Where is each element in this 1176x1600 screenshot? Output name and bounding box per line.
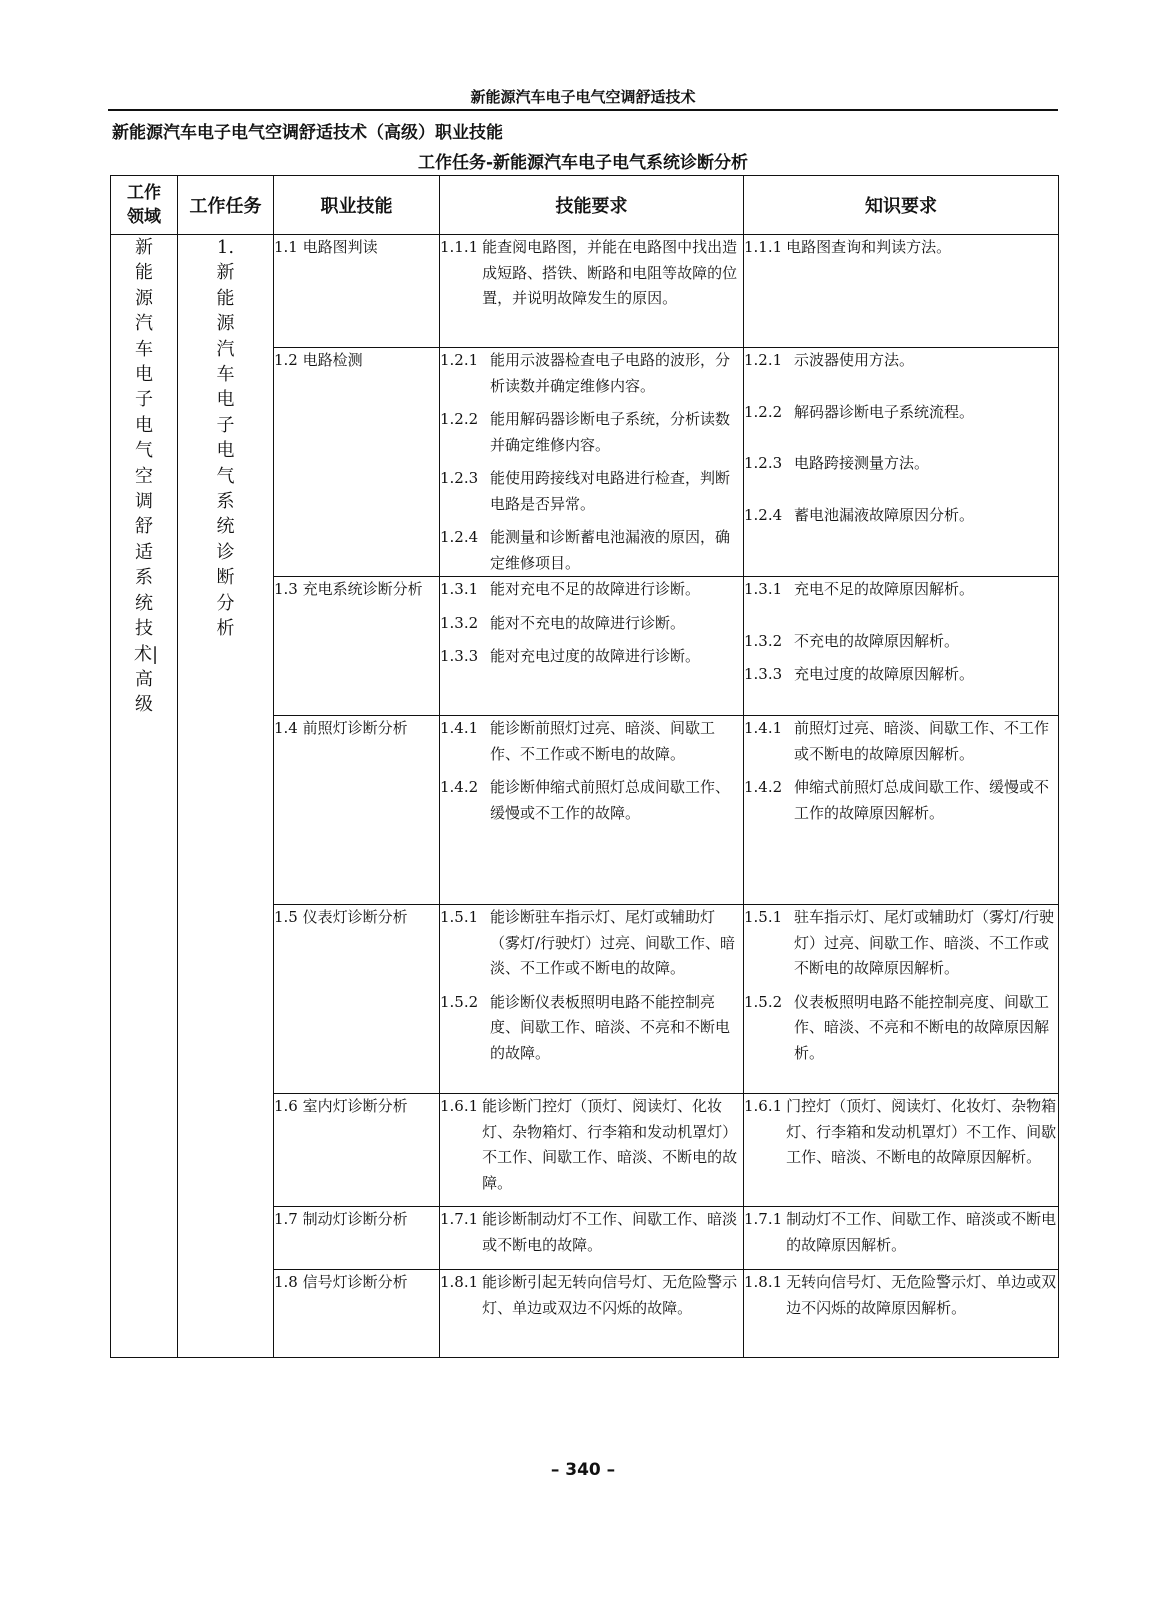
knowledge-requirements-cell [744,235,1059,348]
skill-requirement-text: 能查阅电路图，并能在电路图中找出造成短路、搭铁、断路和电阻等故障的位置，并说明故障发生的原因。 [482,238,738,307]
item-spacer [440,767,743,775]
knowledge-requirement-text: 仪表板照明电路不能控制亮度、间歇工作、暗淡、不亮和不断电的故障原因解析。 [794,992,1050,1062]
knowledge-requirement-item [744,1094,1058,1171]
item-spacer [440,636,743,644]
knowledge-requirements-cell [744,1094,1059,1207]
knowledge-requirement-text: 前照灯过亮、暗淡、间歇工作、不工作或不断电的故障原因解析。 [794,719,1050,763]
item-spacer [744,603,1058,629]
knowledge-requirement-number: 1.4.2 [744,778,783,796]
skill-requirements-cell [440,235,744,348]
skill-requirement-item [440,348,743,399]
skill-requirements-cell [440,577,744,716]
skill-requirement-item [440,644,743,670]
skill-requirement-text: 能诊断驻车指示灯、尾灯或辅助灯（雾灯/行驶灯）过亮、间歇工作、暗淡、不工作或不断电的故障。 [490,908,736,977]
knowledge-requirement-text: 制动灯不工作、间歇工作、暗淡或不断电的故障原因解析。 [786,1210,1057,1254]
knowledge-requirement-text: 无转向信号灯、无危险警示灯、单边或双边不闪烁的故障原因解析。 [786,1273,1057,1317]
header-knowledge-requirements: 知识要求 [744,176,1059,235]
item-spacer [440,603,743,611]
skill-name: 1.3 充电系统诊断分析 [274,580,423,598]
skill-requirement-item [440,577,743,603]
skill-requirement-number: 1.3.3 [440,647,479,665]
skill-cell [274,1207,440,1270]
skill-name: 1.4 前照灯诊断分析 [274,719,408,737]
skill-requirement-item [440,1270,743,1321]
knowledge-requirement-number: 1.4.1 [744,719,783,737]
knowledge-requirement-number: 1.2.3 [744,454,783,472]
skill-requirement-number: 1.2.1 [440,351,479,369]
knowledge-requirement-text: 门控灯（顶灯、阅读灯、化妆灯、杂物箱灯、行李箱和发动机罩灯）不工作、间歇工作、暗淡、不断电的故障原因解析。 [786,1097,1057,1166]
skill-requirement-text: 能诊断伸缩式前照灯总成间歇工作、缓慢或不工作的故障。 [490,778,731,822]
work-field-cell [111,235,178,1358]
knowledge-requirement-item [744,400,1058,426]
skill-requirement-number: 1.2.3 [440,469,479,487]
knowledge-requirement-item [744,775,1058,826]
skill-requirement-number: 1.2.2 [440,410,479,428]
knowledge-requirement-item [744,1270,1058,1321]
page-number: – 340 – [550,1460,616,1480]
work-task-cell [178,235,274,1358]
knowledge-requirement-text: 不充电的故障原因解析。 [794,631,960,650]
knowledge-requirement-item [744,990,1058,1067]
skill-requirement-number: 1.5.2 [440,992,479,1011]
skill-name: 1.7 制动灯诊断分析 [274,1210,408,1228]
skill-requirement-number: 1.6.1 [440,1097,479,1115]
skill-cell [274,905,440,1094]
skill-name: 1.8 信号灯诊断分析 [274,1273,408,1291]
item-spacer [440,399,743,407]
knowledge-requirement-text: 解码器诊断电子系统流程。 [794,402,975,421]
skill-name: 1.6 室内灯诊断分析 [274,1097,408,1115]
knowledge-requirement-item [744,905,1058,982]
knowledge-requirement-number: 1.3.3 [744,665,783,683]
skill-requirements-cell [440,1094,744,1207]
table-body [111,235,1059,1358]
knowledge-requirements-cell [744,348,1059,577]
skill-cell [274,1094,440,1207]
knowledge-requirements-cell [744,1207,1059,1270]
skill-requirement-item [440,611,743,637]
item-spacer [744,425,1058,451]
skill-requirement-number: 1.4.2 [440,778,479,796]
knowledge-requirement-number: 1.2.1 [744,351,783,369]
knowledge-requirements-cell [744,577,1059,716]
skill-requirement-text: 能用解码器诊断电子系统，分析读数并确定维修内容。 [490,410,731,454]
knowledge-requirement-item [744,577,1058,603]
knowledge-requirement-item [744,451,1058,477]
item-spacer [744,477,1058,503]
item-spacer [440,458,743,466]
skill-cell [274,1270,440,1358]
skill-requirement-text: 能测量和诊断蓄电池漏液的原因，确定维修项目。 [490,528,731,572]
skill-requirement-text: 能对充电不足的故障进行诊断。 [490,580,701,598]
skill-requirements-cell [440,716,744,905]
knowledge-requirement-text: 充电过度的故障原因解析。 [794,665,975,683]
knowledge-requirement-number: 1.6.1 [744,1097,783,1115]
knowledge-requirements-cell [744,905,1059,1094]
item-spacer [440,982,743,990]
skill-name: 1.5 仪表灯诊断分析 [274,908,408,926]
knowledge-requirement-item [744,348,1058,374]
skill-requirement-item [440,1207,743,1258]
skill-requirement-number: 1.5.1 [440,908,479,926]
skill-requirement-text: 能诊断引起无转向信号灯、无危险警示灯、单边或双边不闪烁的故障。 [482,1273,738,1317]
table-row [111,235,1059,348]
skill-requirement-item [440,466,743,517]
work-task-text: 1.新能源汽车电子电气系统诊断分析 [216,237,235,640]
skill-requirement-number: 1.7.1 [440,1210,479,1228]
knowledge-requirement-number: 1.3.2 [744,631,783,650]
knowledge-requirement-number: 1.5.1 [744,908,783,926]
knowledge-requirement-number: 1.3.1 [744,580,783,598]
knowledge-requirement-text: 伸缩式前照灯总成间歇工作、缓慢或不工作的故障原因解析。 [794,778,1050,822]
knowledge-requirement-item [744,235,1058,261]
skill-requirement-item [440,990,743,1067]
knowledge-requirement-item [744,1207,1058,1258]
skill-cell [274,577,440,716]
skill-requirement-number: 1.3.2 [440,613,479,632]
header-skill: 职业技能 [274,176,440,235]
skill-cell [274,235,440,348]
item-spacer [440,517,743,525]
skill-cell [274,716,440,905]
skill-requirement-number: 1.1.1 [440,238,479,256]
skill-requirement-text: 能诊断仪表板照明电路不能控制亮度、间歇工作、暗淡、不亮和不断电的故障。 [490,992,731,1062]
knowledge-requirement-text: 蓄电池漏液故障原因分析。 [794,505,975,524]
skill-requirement-text: 能使用跨接线对电路进行检查，判断电路是否异常。 [490,469,731,513]
knowledge-requirements-cell [744,716,1059,905]
knowledge-requirement-text: 电路图查询和判读方法。 [786,238,952,256]
skill-requirement-number: 1.2.4 [440,528,479,546]
knowledge-requirement-number: 1.7.1 [744,1210,783,1228]
item-spacer [744,982,1058,990]
skill-requirements-cell [440,1207,744,1270]
knowledge-requirement-item [744,629,1058,655]
knowledge-requirement-text: 示波器使用方法。 [794,351,915,369]
skill-requirement-item [440,525,743,576]
item-spacer [744,767,1058,775]
skill-requirement-item [440,905,743,982]
skill-requirement-text: 能用示波器检查电子电路的波形，分析读数并确定维修内容。 [490,351,731,395]
header-rule [108,109,1058,111]
header-work-field-text: 工作领域 [127,183,161,227]
skill-requirement-text: 能诊断前照灯过亮、暗淡、间歇工作、不工作或不断电的故障。 [490,719,716,763]
knowledge-requirement-number: 1.2.2 [744,402,783,421]
skill-requirement-item [440,716,743,767]
knowledge-requirement-number: 1.2.4 [744,505,783,524]
skill-requirement-text: 能诊断门控灯（顶灯、阅读灯、化妆灯、杂物箱灯、行李箱和发动机罩灯）不工作、间歇工作、暗淡、不断电的故障。 [482,1097,738,1192]
knowledge-requirement-text: 充电不足的故障原因解析。 [794,580,975,598]
running-header: 新能源汽车电子电气空调舒适技术 [470,88,696,106]
skill-cell [274,348,440,577]
item-spacer [744,654,1058,662]
skill-requirements-cell [440,905,744,1094]
skill-requirement-text: 能诊断制动灯不工作、间歇工作、暗淡或不断电的故障。 [482,1210,738,1254]
skill-requirement-text: 能对充电过度的故障进行诊断。 [490,647,701,665]
knowledge-requirement-item [744,503,1058,529]
skill-requirement-item [440,1094,743,1196]
skill-requirement-number: 1.8.1 [440,1273,479,1291]
knowledge-requirement-text: 电路跨接测量方法。 [794,454,930,472]
item-spacer [744,374,1058,400]
knowledge-requirement-item [744,662,1058,688]
knowledge-requirement-number: 1.1.1 [744,238,783,256]
skill-requirement-item [440,407,743,458]
skill-requirement-item [440,235,743,312]
knowledge-requirement-text: 驻车指示灯、尾灯或辅助灯（雾灯/行驶灯）过亮、间歇工作、暗淡、不工作或不断电的故障原因解析。 [794,908,1055,977]
table-header-row [111,176,1059,235]
knowledge-requirement-number: 1.5.2 [744,992,783,1011]
skill-requirement-item [440,775,743,826]
skill-requirements-cell [440,1270,744,1358]
knowledge-requirements-cell [744,1270,1059,1358]
skills-table [110,175,1059,1358]
knowledge-requirement-item [744,716,1058,767]
skill-name: 1.2 电路检测 [274,351,363,369]
work-field-text: 新能源汽车电子电气空调舒适系统技术|高级 [134,237,159,716]
skill-requirement-number: 1.3.1 [440,580,479,598]
skill-name: 1.1 电路图判读 [274,238,378,256]
knowledge-requirement-number: 1.8.1 [744,1273,783,1291]
header-work-field [111,176,178,235]
skill-requirement-text: 能对不充电的故障进行诊断。 [490,613,686,632]
header-skill-requirements: 技能要求 [440,176,744,235]
skill-requirement-number: 1.4.1 [440,719,479,737]
document-subtitle: 工作任务-新能源汽车电子电气系统诊断分析 [417,153,749,173]
header-work-task: 工作任务 [178,176,274,235]
skill-requirements-cell [440,348,744,577]
document-title: 新能源汽车电子电气空调舒适技术（高级）职业技能 [112,123,503,143]
